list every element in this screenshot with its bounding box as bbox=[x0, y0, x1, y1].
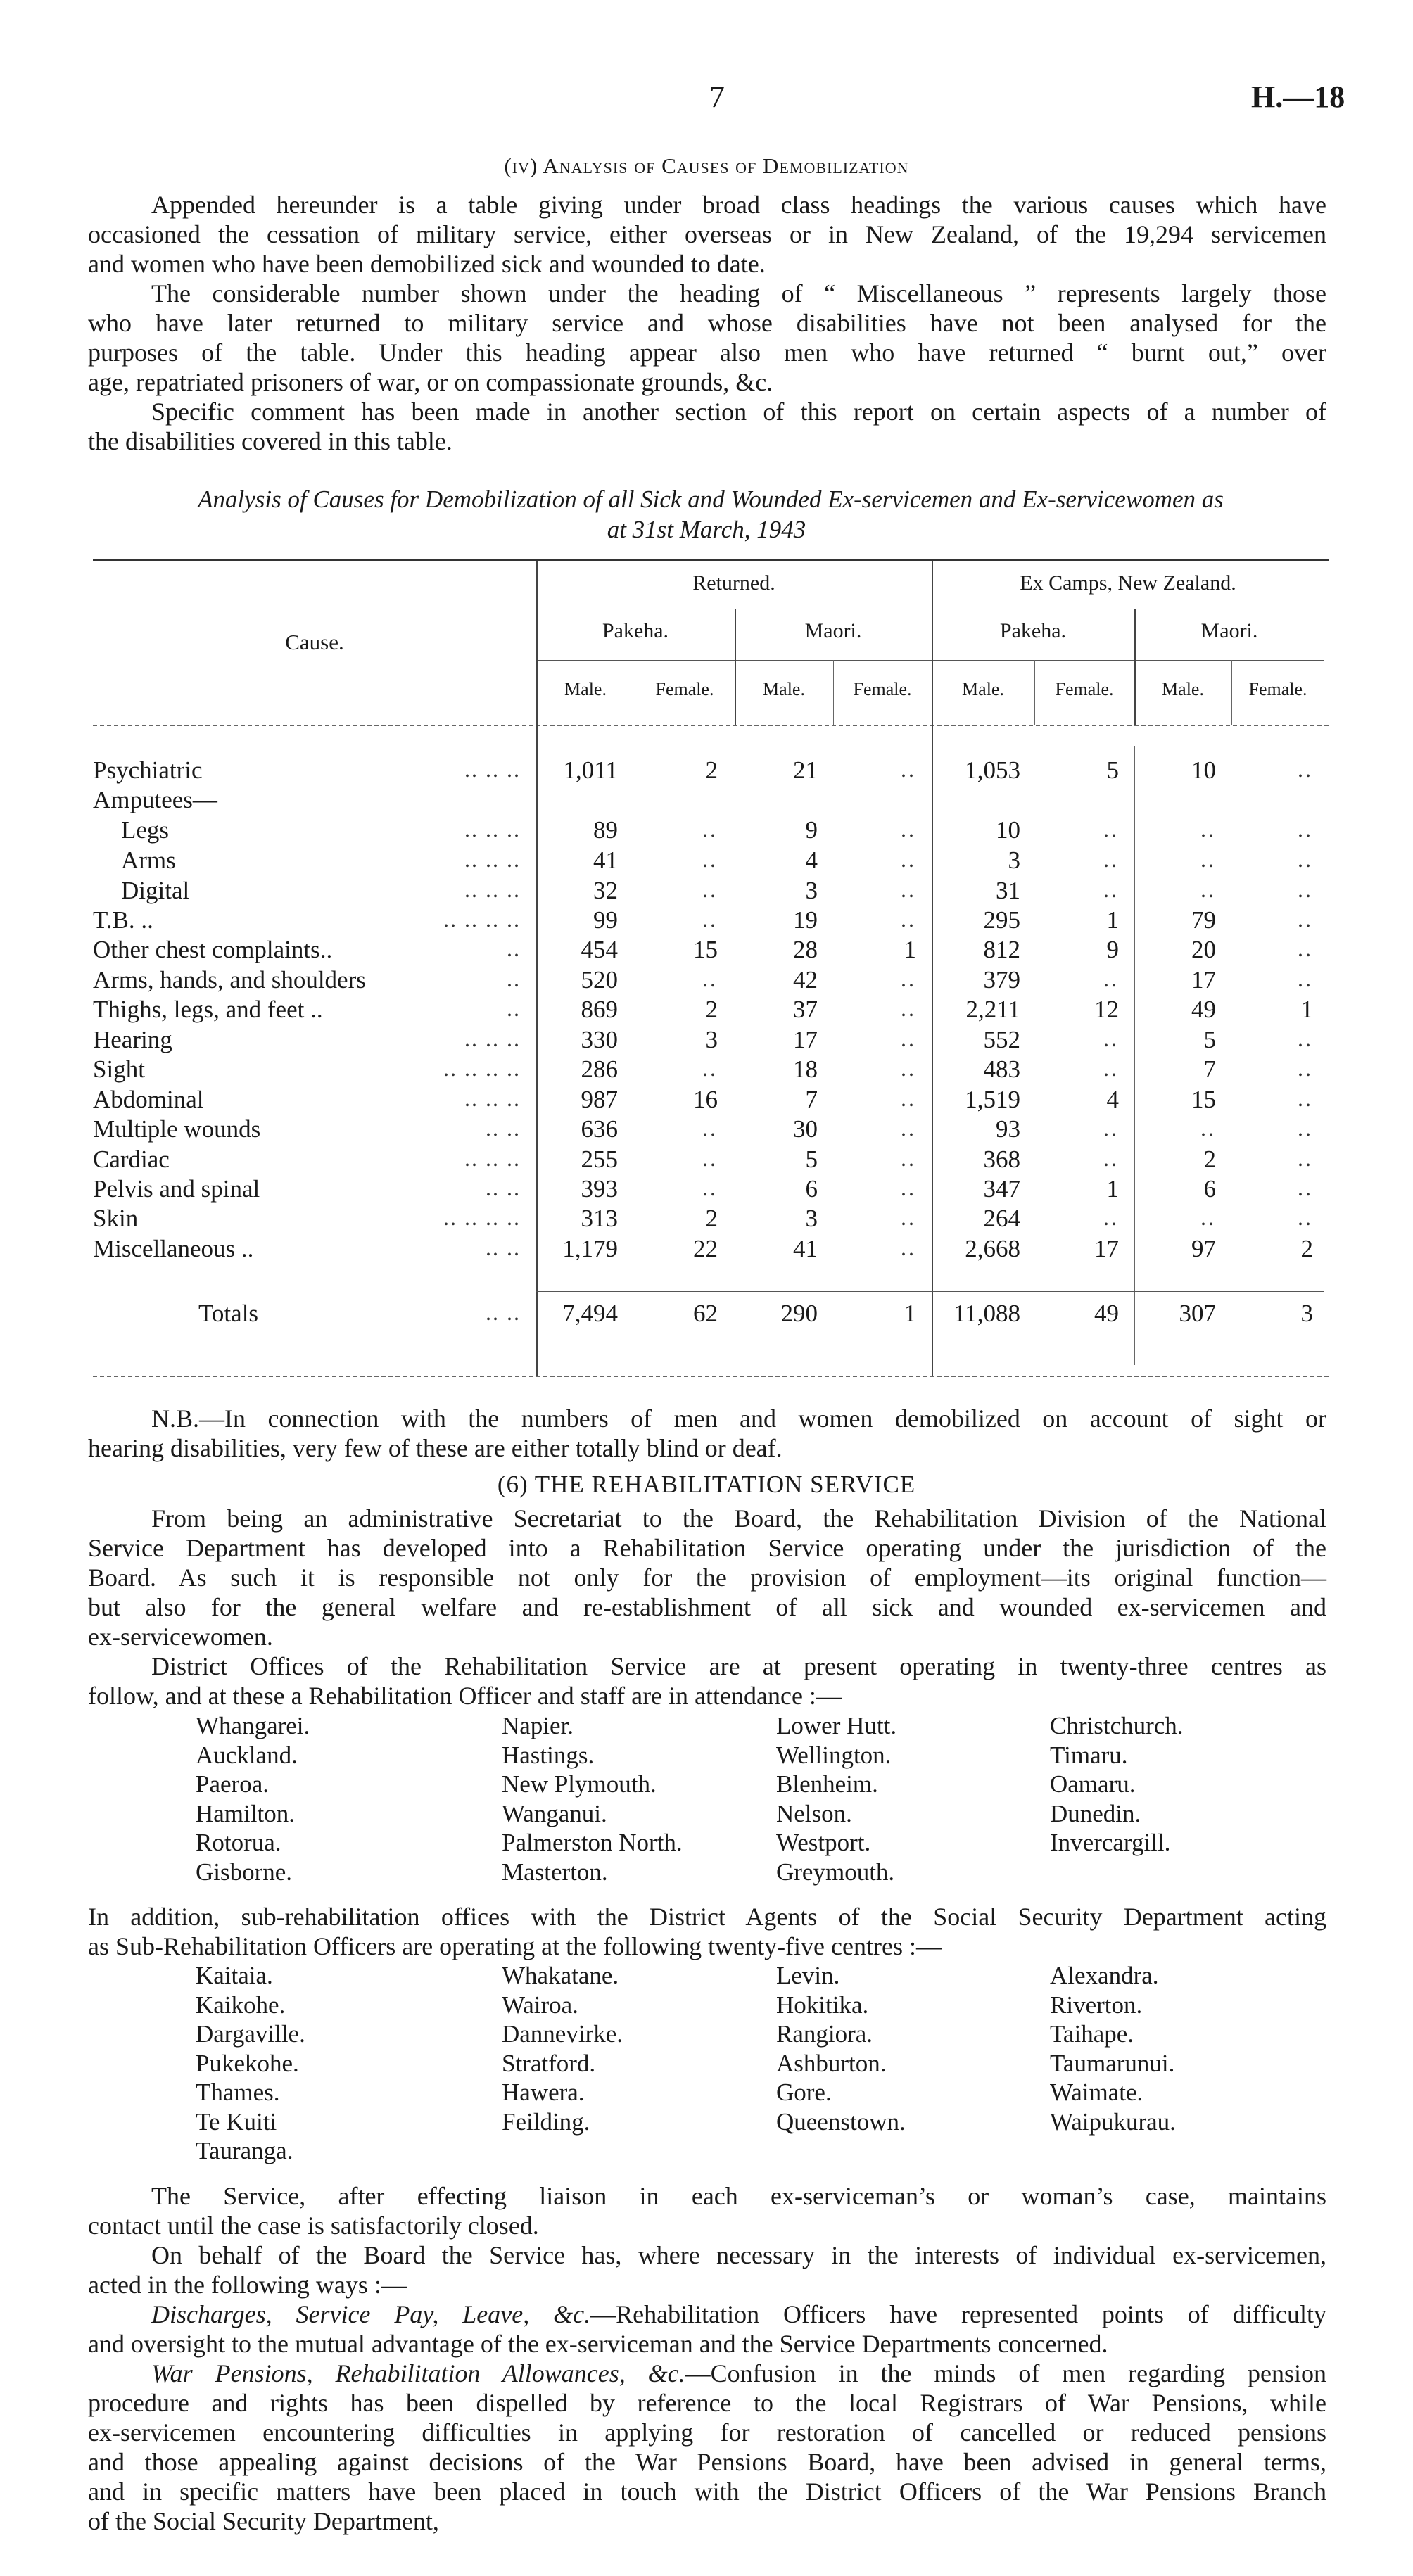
town-name: Hastings. bbox=[502, 1741, 595, 1769]
data-cell: 17 bbox=[1191, 966, 1216, 994]
table-bottom-rule bbox=[93, 1376, 1329, 1377]
column-rule bbox=[1034, 660, 1035, 725]
data-cell: 89 bbox=[593, 816, 618, 844]
row-cause-label: Multiple wounds bbox=[93, 1115, 261, 1143]
column-rule bbox=[833, 660, 834, 725]
data-cell: 2 bbox=[1203, 1146, 1216, 1173]
empty-cell-dots: .. bbox=[901, 1026, 916, 1051]
data-cell: 19 bbox=[793, 906, 818, 934]
col-header-male: Male. bbox=[763, 679, 805, 699]
town-name: Timaru. bbox=[1050, 1741, 1128, 1769]
data-cell: 99 bbox=[593, 906, 618, 934]
row-cause-label: Digital bbox=[121, 877, 190, 904]
excamps-group-header: Ex Camps, New Zealand. bbox=[1020, 571, 1236, 595]
data-cell: 22 bbox=[693, 1235, 718, 1262]
empty-cell-dots: .. bbox=[1298, 846, 1313, 872]
data-cell: 330 bbox=[581, 1026, 618, 1053]
data-cell: 9 bbox=[1106, 936, 1119, 963]
data-cell: 4 bbox=[1106, 1086, 1119, 1113]
col-header-female: Female. bbox=[853, 679, 912, 699]
text-line: of the Social Security Department, bbox=[88, 2507, 439, 2535]
data-cell: 6 bbox=[1203, 1175, 1216, 1203]
text-line: and oversight to the mutual advantage of the ex-serviceman and the Service Departments concerned. bbox=[88, 2330, 1108, 2358]
data-cell: 41 bbox=[593, 846, 618, 874]
row-leader-dots: .. .. .. bbox=[464, 756, 521, 782]
town-name: Westport. bbox=[776, 1829, 871, 1856]
data-cell: 49 bbox=[1191, 996, 1216, 1023]
text-line: From being an administrative Secretariat to the Board, the Rehabilitation Division of the National bbox=[151, 1504, 1326, 1533]
row-leader-dots: .. .. .. .. bbox=[443, 906, 521, 932]
data-cell: 10 bbox=[996, 816, 1020, 844]
column-rule bbox=[1231, 660, 1232, 725]
section-6-paragraph-6 bbox=[88, 2299, 1326, 2359]
section-6-paragraph-3 bbox=[88, 1902, 1326, 1961]
empty-cell-dots: .. bbox=[1103, 846, 1119, 872]
empty-cell-dots: .. bbox=[1298, 1146, 1313, 1171]
town-name: Wairoa. bbox=[502, 1991, 578, 2019]
town-name: Thames. bbox=[196, 2079, 280, 2106]
town-name: Lower Hutt. bbox=[776, 1712, 897, 1739]
text-line: ex-servicemen encountering difficulties in applying for restoration of cancelled or reduced pensions bbox=[88, 2418, 1326, 2447]
row-leader-dots: .. bbox=[507, 996, 521, 1021]
data-cell: 1,053 bbox=[965, 756, 1020, 784]
empty-cell-dots: .. bbox=[1298, 966, 1313, 991]
text-line: Specific comment has been made in another section of this report on certain aspects of a number of bbox=[151, 398, 1326, 426]
row-leader-dots: .. .. bbox=[486, 1235, 521, 1260]
empty-cell-dots: .. bbox=[901, 1205, 916, 1230]
town-name: Kaitaia. bbox=[196, 1962, 273, 1989]
empty-cell-dots: .. bbox=[702, 816, 718, 842]
data-cell: 3 bbox=[805, 877, 818, 904]
empty-cell-dots: .. bbox=[1200, 1205, 1216, 1230]
empty-cell-dots: .. bbox=[1298, 816, 1313, 842]
col-header-female: Female. bbox=[1248, 679, 1307, 699]
empty-cell-dots: .. bbox=[901, 816, 916, 842]
town-name: Nelson. bbox=[776, 1799, 852, 1827]
row-leader-dots: .. .. .. .. bbox=[443, 1205, 521, 1230]
empty-cell-dots: .. bbox=[1298, 877, 1313, 902]
data-cell: 5 bbox=[1203, 1026, 1216, 1053]
empty-cell-dots: .. bbox=[901, 1235, 916, 1260]
town-name: Wanganui. bbox=[502, 1799, 607, 1827]
returned-group-header: Returned. bbox=[692, 571, 775, 595]
row-cause-label: Arms, hands, and shoulders bbox=[93, 966, 366, 994]
data-cell: 3 bbox=[705, 1026, 718, 1053]
row-cause-label: Amputees— bbox=[93, 786, 217, 813]
data-cell: 21 bbox=[793, 756, 818, 784]
text-line: but also for the general welfare and re-establishment of all sick and wounded ex-servicemen and bbox=[88, 1593, 1326, 1621]
empty-cell-dots: .. bbox=[1298, 1086, 1313, 1111]
text-line: ex-servicewomen. bbox=[88, 1623, 273, 1651]
data-cell: 1 bbox=[1106, 906, 1119, 934]
town-name: Masterton. bbox=[502, 1858, 608, 1886]
empty-cell-dots: .. bbox=[901, 906, 916, 932]
text-line: On behalf of the Board the Service has, where necessary in the interests of individual ex-servicemen, bbox=[151, 2241, 1326, 2269]
town-name: Te Kuiti bbox=[196, 2107, 277, 2136]
empty-cell-dots: .. bbox=[1103, 1055, 1119, 1081]
section-6-paragraph-4 bbox=[88, 2181, 1326, 2240]
totals-cell: 1 bbox=[904, 1300, 916, 1327]
totals-cell: 62 bbox=[693, 1300, 718, 1327]
row-leader-dots: .. .. .. bbox=[464, 846, 521, 872]
row-cause-label: Abdominal bbox=[93, 1086, 204, 1113]
data-cell: 20 bbox=[1191, 936, 1216, 963]
empty-cell-dots: .. bbox=[1298, 1055, 1313, 1081]
text-line: age, repatriated prisoners of war, or on compassionate grounds, &c. bbox=[88, 368, 773, 396]
excamps-pakeha-header: Pakeha. bbox=[999, 619, 1067, 642]
col-header-male: Male. bbox=[1162, 679, 1204, 699]
town-name: Auckland. bbox=[196, 1741, 298, 1769]
data-cell: 552 bbox=[983, 1026, 1020, 1053]
empty-cell-dots: .. bbox=[1200, 816, 1216, 842]
empty-cell-dots: .. bbox=[1103, 1205, 1119, 1230]
data-cell: 295 bbox=[983, 906, 1020, 934]
section-iv-paragraph-1 bbox=[88, 190, 1326, 279]
empty-cell-dots: .. bbox=[702, 877, 718, 902]
town-name: Taihape. bbox=[1050, 2020, 1134, 2048]
data-cell: 2 bbox=[705, 756, 718, 784]
text-line: follow, and at these a Rehabilitation Officer and staff are in attendance :— bbox=[88, 1682, 842, 1710]
totals-cell: 49 bbox=[1094, 1300, 1119, 1327]
data-cell: 5 bbox=[805, 1146, 818, 1173]
column-rule bbox=[1134, 609, 1136, 725]
data-cell: 7 bbox=[805, 1086, 818, 1113]
town-name: Waimate. bbox=[1050, 2079, 1143, 2106]
data-cell: 5 bbox=[1106, 756, 1119, 784]
data-cell: 2,211 bbox=[965, 996, 1020, 1023]
data-cell: 30 bbox=[793, 1115, 818, 1143]
section-iv-paragraph-2 bbox=[88, 279, 1326, 397]
data-cell: 37 bbox=[793, 996, 818, 1023]
empty-cell-dots: .. bbox=[702, 846, 718, 872]
text-line: Board. As such it is responsible not only for the provision of employment—its original function— bbox=[88, 1563, 1326, 1592]
row-cause-label: T.B. .. bbox=[93, 906, 153, 934]
data-cell: 264 bbox=[983, 1205, 1020, 1232]
data-cell: 1,179 bbox=[562, 1235, 618, 1262]
data-cell: 17 bbox=[1094, 1235, 1119, 1262]
town-name: Wellington. bbox=[776, 1741, 892, 1769]
town-name: Feilding. bbox=[502, 2107, 590, 2136]
town-name: Dargaville. bbox=[196, 2020, 305, 2048]
empty-cell-dots: .. bbox=[1103, 816, 1119, 842]
data-cell: 347 bbox=[983, 1175, 1020, 1203]
town-name: Hawera. bbox=[502, 2079, 585, 2106]
empty-cell-dots: .. bbox=[702, 1115, 718, 1141]
town-name: Hokitika. bbox=[776, 1991, 869, 2019]
town-name: Greymouth. bbox=[776, 1858, 895, 1886]
town-name: Tauranga. bbox=[196, 2137, 293, 2164]
data-cell: 286 bbox=[581, 1055, 618, 1083]
section-6-paragraph-2 bbox=[88, 1651, 1326, 1711]
data-cell: 7 bbox=[1203, 1055, 1216, 1083]
table-header-rule bbox=[93, 725, 1329, 726]
text-line: as Sub-Rehabilitation Officers are operating at the following twenty-five centres :— bbox=[88, 1932, 942, 1960]
row-leader-dots: .. .. .. bbox=[464, 877, 521, 902]
empty-cell-dots: .. bbox=[1298, 906, 1313, 932]
data-cell: 93 bbox=[996, 1115, 1020, 1143]
data-cell: 4 bbox=[805, 846, 818, 874]
data-cell: 393 bbox=[581, 1175, 618, 1203]
empty-cell-dots: .. bbox=[901, 1175, 916, 1200]
empty-cell-dots: .. bbox=[901, 996, 916, 1021]
empty-cell-dots: .. bbox=[901, 1055, 916, 1081]
col-header-female: Female. bbox=[1055, 679, 1114, 699]
data-cell: 9 bbox=[805, 816, 818, 844]
text-line: procedure and rights has been dispelled by reference to the local Registrars of War Pensions, while bbox=[88, 2389, 1326, 2417]
town-name: Dunedin. bbox=[1050, 1799, 1141, 1827]
data-cell: 41 bbox=[793, 1235, 818, 1262]
data-cell: 255 bbox=[581, 1146, 618, 1173]
data-cell: 636 bbox=[581, 1115, 618, 1143]
table-caption-line-1: Analysis of Causes for Demobilization of all Sick and Wounded Ex-servicemen and Ex-servicewomen as bbox=[198, 486, 1224, 513]
town-name: Oamaru. bbox=[1050, 1770, 1136, 1798]
text-line: In addition, sub-rehabilitation offices with the District Agents of the Social Security Department acting bbox=[88, 1903, 1326, 1931]
empty-cell-dots: .. bbox=[901, 1115, 916, 1141]
town-name: Palmerston North. bbox=[502, 1829, 683, 1856]
empty-cell-dots: .. bbox=[1200, 877, 1216, 902]
section-iv-paragraph-3 bbox=[88, 397, 1326, 456]
data-cell: 79 bbox=[1191, 906, 1216, 934]
row-leader-dots: .. .. bbox=[486, 1300, 521, 1325]
cause-column-header: Cause. bbox=[285, 630, 344, 654]
data-cell: 1 bbox=[904, 936, 916, 963]
data-cell: 313 bbox=[581, 1205, 618, 1232]
text-line: The Service, after effecting liaison in each ex-serviceman’s or woman’s case, maintains bbox=[151, 2182, 1326, 2210]
data-cell: 1,519 bbox=[965, 1086, 1020, 1113]
empty-cell-dots: .. bbox=[702, 906, 718, 932]
town-name: New Plymouth. bbox=[502, 1770, 657, 1798]
row-cause-label: Hearing bbox=[93, 1026, 172, 1053]
text-line: hearing disabilities, very few of these are either totally blind or deaf. bbox=[88, 1434, 782, 1462]
town-name: Riverton. bbox=[1050, 1991, 1143, 2019]
data-cell: 2,668 bbox=[965, 1235, 1020, 1262]
data-cell: 1,011 bbox=[563, 756, 618, 784]
data-cell: 15 bbox=[693, 936, 718, 963]
text-line: Service Department has developed into a Rehabilitation Service operating under the jurisdiction of the bbox=[88, 1534, 1326, 1562]
text-line: who have later returned to military service and whose disabilities have not been analysed for the bbox=[88, 309, 1326, 337]
returned-pakeha-header: Pakeha. bbox=[602, 619, 669, 642]
empty-cell-dots: .. bbox=[1103, 966, 1119, 991]
data-cell: 3 bbox=[1008, 846, 1020, 874]
empty-cell-dots: .. bbox=[901, 756, 916, 782]
row-cause-label: Legs bbox=[121, 816, 170, 844]
row-leader-dots: .. .. .. bbox=[464, 816, 521, 842]
row-cause-label: Thighs, legs, and feet .. bbox=[93, 996, 323, 1023]
empty-cell-dots: .. bbox=[901, 877, 916, 902]
row-leader-dots: .. .. .. .. bbox=[443, 1055, 521, 1081]
excamps-maori-header: Maori. bbox=[1200, 619, 1258, 642]
town-name: Waipukurau. bbox=[1050, 2107, 1176, 2136]
town-name: Rangiora. bbox=[776, 2020, 873, 2048]
empty-cell-dots: .. bbox=[702, 966, 718, 991]
doc-reference: H.—18 bbox=[1251, 80, 1345, 114]
data-cell: 812 bbox=[983, 936, 1020, 963]
empty-cell-dots: .. bbox=[1298, 1175, 1313, 1200]
data-cell: 3 bbox=[805, 1205, 818, 1232]
town-name: Alexandra. bbox=[1050, 1962, 1159, 1989]
text-line: the disabilities covered in this table. bbox=[88, 427, 452, 455]
town-name: Invercargill. bbox=[1050, 1829, 1171, 1856]
empty-cell-dots: .. bbox=[1200, 1115, 1216, 1141]
town-name: Whangarei. bbox=[196, 1712, 310, 1739]
town-name: Napier. bbox=[502, 1712, 574, 1739]
returned-maori-header: Maori. bbox=[804, 619, 862, 642]
section-6-paragraph-5 bbox=[88, 2240, 1326, 2299]
text-line: occasioned the cessation of military service, either overseas or in New Zealand, of the 19,294 servicemen bbox=[88, 220, 1326, 248]
town-name: Pukekohe. bbox=[196, 2049, 299, 2077]
data-cell: 483 bbox=[983, 1055, 1020, 1083]
text-line: Appended hereunder is a table giving under broad class headings the various causes which have bbox=[151, 191, 1326, 219]
row-leader-dots: .. .. bbox=[486, 1115, 521, 1141]
empty-cell-dots: .. bbox=[702, 1146, 718, 1171]
data-cell: 97 bbox=[1191, 1235, 1216, 1262]
empty-cell-dots: .. bbox=[901, 1146, 916, 1171]
data-cell: 17 bbox=[793, 1026, 818, 1053]
section-iv-title: (iv) Analysis of Causes of Demobilization bbox=[504, 153, 909, 178]
empty-cell-dots: .. bbox=[1103, 1146, 1119, 1171]
text-line: N.B.—In connection with the numbers of men and women demobilized on account of sight or bbox=[151, 1404, 1326, 1433]
empty-cell-dots: .. bbox=[702, 1175, 718, 1200]
text-line: District Offices of the Rehabilitation Service are at present operating in twenty-three centres as bbox=[151, 1652, 1326, 1680]
data-cell: 454 bbox=[581, 936, 618, 963]
data-cell: 2 bbox=[705, 1205, 718, 1232]
row-leader-dots: .. .. bbox=[486, 1175, 521, 1200]
empty-cell-dots: .. bbox=[1200, 846, 1216, 872]
data-cell: 32 bbox=[593, 877, 618, 904]
empty-cell-dots: .. bbox=[1298, 1026, 1313, 1051]
text-line: The considerable number shown under the heading of “ Miscellaneous ” represents largely those bbox=[151, 279, 1326, 307]
row-cause-label: Pelvis and spinal bbox=[93, 1175, 260, 1203]
column-rule bbox=[735, 609, 736, 725]
data-cell: 520 bbox=[581, 966, 618, 994]
text-line: contact until the case is satisfactorily closed. bbox=[88, 2212, 539, 2240]
row-cause-label: Other chest complaints.. bbox=[93, 936, 333, 963]
row-cause-label: Psychiatric bbox=[93, 756, 203, 784]
section-6-title: (6) THE REHABILITATION SERVICE bbox=[497, 1471, 916, 1498]
data-cell: 42 bbox=[793, 966, 818, 994]
totals-cell: 290 bbox=[780, 1300, 818, 1327]
page-number: 7 bbox=[709, 80, 725, 114]
table-caption-line-2: at 31st March, 1943 bbox=[607, 516, 806, 543]
totals-rule bbox=[536, 1291, 1324, 1292]
section-6-paragraph-7 bbox=[88, 2359, 1326, 2536]
text-line: and in specific matters have been placed in touch with the District Officers of the War Pensions Branch bbox=[88, 2477, 1326, 2506]
town-name: Dannevirke. bbox=[502, 2020, 623, 2048]
paragraph-lead: War Pensions, Rehabilitation Allowances, &c. bbox=[151, 2359, 685, 2387]
totals-cell: 7,494 bbox=[562, 1300, 618, 1327]
text-line: purposes of the table. Under this heading appear also men who have returned “ burnt out,” over bbox=[88, 338, 1326, 367]
row-leader-dots: .. .. .. bbox=[464, 1026, 521, 1051]
totals-label: Totals bbox=[198, 1300, 259, 1327]
data-cell: 368 bbox=[983, 1146, 1020, 1173]
town-name: Christchurch. bbox=[1050, 1712, 1184, 1739]
totals-cell: 11,088 bbox=[953, 1300, 1020, 1327]
empty-cell-dots: .. bbox=[702, 1055, 718, 1081]
town-name: Paeroa. bbox=[196, 1770, 269, 1798]
col-header-male: Male. bbox=[564, 679, 607, 699]
col-header-male: Male. bbox=[962, 679, 1004, 699]
empty-cell-dots: .. bbox=[901, 846, 916, 872]
row-cause-label: Cardiac bbox=[93, 1146, 170, 1173]
data-cell: 12 bbox=[1094, 996, 1119, 1023]
row-cause-label: Skin bbox=[93, 1205, 139, 1232]
table-top-rule bbox=[93, 559, 1329, 561]
header-sub-rule bbox=[536, 660, 1324, 661]
nb-note bbox=[88, 1404, 1326, 1463]
empty-cell-dots: .. bbox=[901, 966, 916, 991]
data-cell: 1 bbox=[1106, 1175, 1119, 1203]
data-cell: 2 bbox=[705, 996, 718, 1023]
data-cell: 16 bbox=[693, 1086, 718, 1113]
totals-cell: 307 bbox=[1179, 1300, 1216, 1327]
paragraph-lead: Discharges, Service Pay, Leave, &c. bbox=[151, 2300, 591, 2328]
row-leader-dots: .. bbox=[507, 966, 521, 991]
empty-cell-dots: .. bbox=[1103, 1026, 1119, 1051]
data-cell: 10 bbox=[1191, 756, 1216, 784]
empty-cell-dots: .. bbox=[901, 1086, 916, 1111]
town-name: Gore. bbox=[776, 2079, 832, 2106]
empty-cell-dots: .. bbox=[1298, 1205, 1313, 1230]
row-leader-dots: .. .. .. bbox=[464, 1146, 521, 1171]
town-name: Gisborne. bbox=[196, 1858, 293, 1886]
data-cell: 28 bbox=[793, 936, 818, 963]
data-cell: 379 bbox=[983, 966, 1020, 994]
data-cell: 6 bbox=[805, 1175, 818, 1203]
empty-cell-dots: .. bbox=[1103, 877, 1119, 902]
col-header-female: Female. bbox=[655, 679, 714, 699]
row-leader-dots: .. bbox=[507, 936, 521, 961]
empty-cell-dots: .. bbox=[1103, 1115, 1119, 1141]
text-line: Discharges, Service Pay, Leave, &c.—Rehabilitation Officers have represented points of difficulty bbox=[151, 2300, 1327, 2328]
town-name: Rotorua. bbox=[196, 1829, 281, 1856]
data-cell: 18 bbox=[793, 1055, 818, 1083]
town-name: Stratford. bbox=[502, 2049, 596, 2077]
text-line: and women who have been demobilized sick and wounded to date. bbox=[88, 250, 766, 278]
row-leader-dots: .. .. .. bbox=[464, 1086, 521, 1111]
town-name: Hamilton. bbox=[196, 1799, 295, 1827]
data-cell: 15 bbox=[1191, 1086, 1216, 1113]
town-name: Kaikohe. bbox=[196, 1991, 286, 2019]
row-cause-label: Miscellaneous .. bbox=[93, 1235, 254, 1262]
town-name: Blenheim. bbox=[776, 1770, 878, 1798]
row-cause-label: Arms bbox=[121, 846, 176, 874]
row-cause-label: Sight bbox=[93, 1055, 145, 1083]
text-line: and those appealing against decisions of the War Pensions Board, have been advised in general terms, bbox=[88, 2448, 1326, 2476]
data-cell: 987 bbox=[581, 1086, 618, 1113]
data-cell: 31 bbox=[996, 877, 1020, 904]
totals-cell: 3 bbox=[1300, 1300, 1313, 1327]
town-name: Whakatane. bbox=[502, 1962, 619, 1989]
empty-cell-dots: .. bbox=[1298, 936, 1313, 961]
town-name: Ashburton. bbox=[776, 2049, 887, 2077]
text-line: War Pensions, Rehabilitation Allowances, &c.—Confusion in the minds of men regarding pension bbox=[151, 2359, 1327, 2387]
empty-cell-dots: .. bbox=[1298, 756, 1313, 782]
section-6-paragraph-1 bbox=[88, 1504, 1326, 1651]
town-name: Taumarunui. bbox=[1050, 2049, 1175, 2077]
text-line: acted in the following ways :— bbox=[88, 2271, 407, 2299]
town-name: Levin. bbox=[776, 1962, 840, 1989]
data-cell: 869 bbox=[581, 996, 618, 1023]
town-name: Queenstown. bbox=[776, 2107, 906, 2136]
data-cell: 2 bbox=[1300, 1235, 1313, 1262]
data-cell: 1 bbox=[1300, 996, 1313, 1023]
empty-cell-dots: .. bbox=[1298, 1115, 1313, 1141]
